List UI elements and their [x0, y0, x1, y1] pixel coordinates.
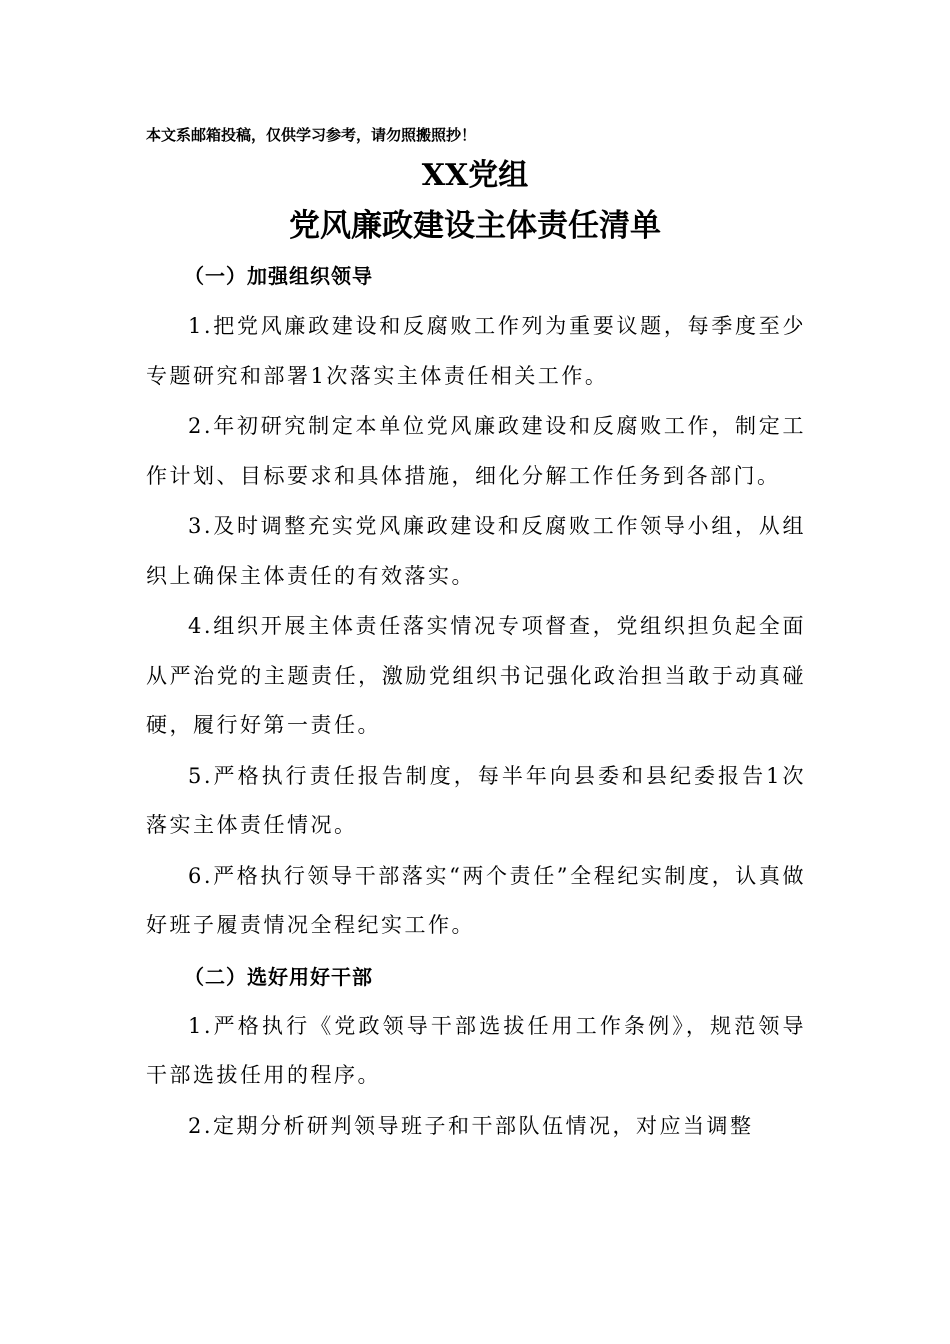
list-item: 3.及时调整充实党风廉政建设和反腐败工作领导小组，从组织上确保主体责任的有效落实。 [146, 514, 806, 588]
section-organization-leadership [146, 252, 806, 951]
notice-text: 本文系邮箱投稿，仅供学习参考，请勿照搬照抄！ [146, 126, 477, 144]
document-body [146, 252, 806, 1151]
list-item: 5.严格执行责任报告制度，每半年向县委和县纪委报告1次落实主体责任情况。 [146, 763, 806, 837]
document-title-line-1: XX党组 [421, 158, 529, 193]
list-item: 2.定期分析研判领导班子和干部队伍情况，对应当调整 [188, 1113, 754, 1138]
list-item: 1.把党风廉政建设和反腐败工作列为重要议题，每季度至少专题研究和部署1次落实主体责任相关工作。 [146, 314, 806, 388]
document-title-line-2: 党风廉政建设主体责任清单 [289, 208, 661, 244]
section-heading: （一）加强组织领导 [184, 264, 373, 288]
section-heading: （二）选好用好干部 [184, 964, 373, 989]
list-item: 4.组织开展主体责任落实情况专项督查，党组织担负起全面从严治党的主题责任，激励党组织书记强化政治担当敢于动真碰硬，履行好第一责任。 [146, 614, 806, 737]
section-cadre-selection [146, 953, 806, 1152]
list-item: 2.年初研究制定本单位党风廉政建设和反腐败工作，制定工作计划、目标要求和具体措施，细化分解工作任务到各部门。 [146, 414, 806, 488]
list-item: 6.严格执行领导干部落实“两个责任”全程纪实制度，认真做好班子履责情况全程纪实工作。 [146, 863, 806, 937]
list-item: 1.严格执行《党政领导干部选拔任用工作条例》，规范领导干部选拔任用的程序。 [146, 1013, 806, 1087]
